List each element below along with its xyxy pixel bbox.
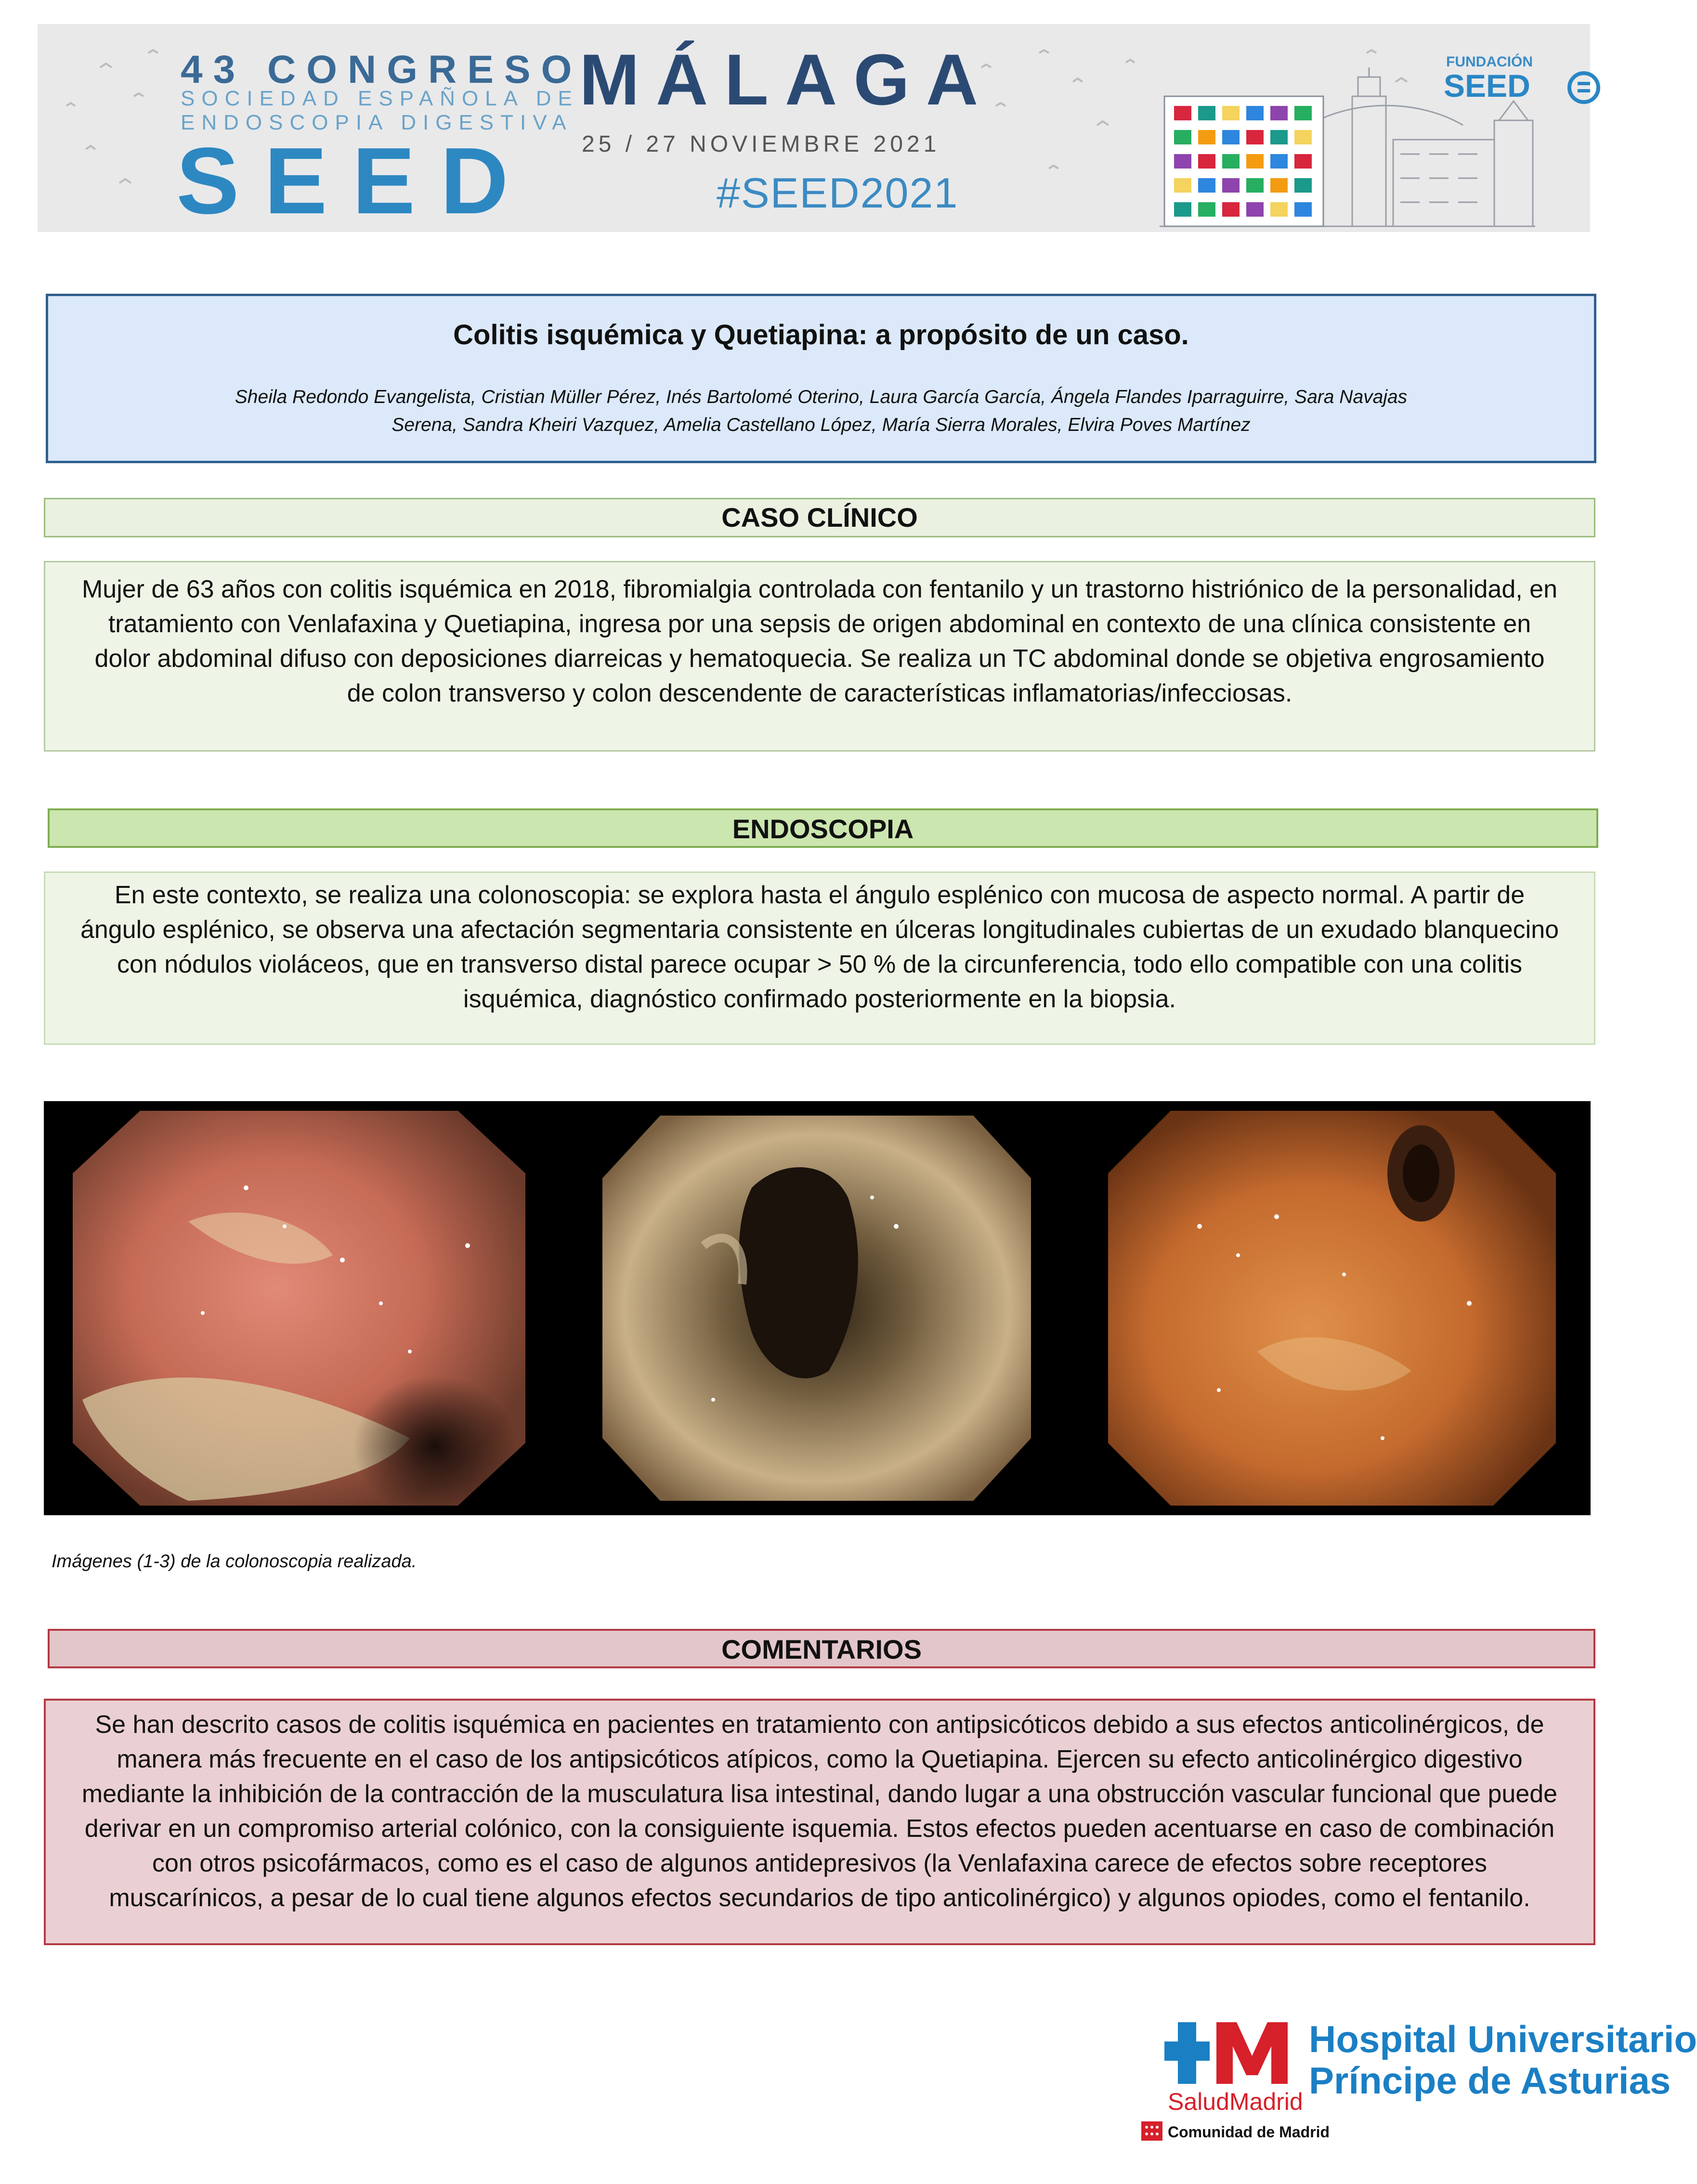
comentarios-heading: COMENTARIOS	[48, 1629, 1595, 1668]
images-caption: Imágenes (1-3) de la colonoscopia realizada.	[52, 1551, 417, 1572]
caso-clinico-text: Mujer de 63 años con colitis isquémica en 2018, fibromialgia controlada con fentanilo y un trastorno histriónico de la personalidad, en tratamiento con Venlafaxina y Quetiapina, ingresa por una sepsis de origen abdominal en contexto de una clínica consistente en dolor abdominal difuso con deposiciones diarreicas y hematoquecia. Se realiza un TC abdominal donde se objetiva engrosamiento de colon transverso y colon descendente de características inflamatorias/infecciosas.	[44, 561, 1595, 752]
colonoscopy-image-3	[1074, 1101, 1591, 1515]
hospital-name-line2: Príncipe de Asturias	[1309, 2059, 1671, 2102]
caso-clinico-heading: CASO CLÍNICO	[44, 498, 1595, 537]
poster-title: Colitis isquémica y Quetiapina: a propósito de un caso.	[453, 319, 1189, 351]
congress-city: MÁLAGA	[579, 39, 995, 120]
comunidad-madrid-label: Comunidad de Madrid	[1168, 2123, 1330, 2141]
salud-madrid-logo-icon	[1164, 2017, 1304, 2090]
foundation-logo-icon	[1567, 67, 1601, 106]
congress-dates: 25 / 27 NOVIEMBRE 2021	[582, 131, 940, 157]
foundation-label: FUNDACIÓN	[1446, 54, 1533, 70]
congress-number: 43 CONGRESO	[181, 48, 583, 91]
authors-list: Sheila Redondo Evangelista, Cristian Müller Pérez, Inés Bartolomé Oterino, Laura García García, Ángela Flandes Iparraguirre, Sara Navajas Serena, Sandra Kheiri Vazquez, Amelia Castellano López, María Sierra Morales, Elvira Poves Martínez	[235, 387, 1408, 435]
colonoscopy-image-1	[44, 1101, 559, 1515]
hospital-name-line1: Hospital Universitario	[1309, 2018, 1697, 2060]
comunidad-madrid-flag-icon	[1141, 2121, 1162, 2141]
comentarios-text: Se han descrito casos de colitis isquémica en pacientes en tratamiento con antipsicóticos debido a sus efectos anticolinérgicos, de manera más frecuente en el caso de los antipsicóticos atípicos, como la Quetiapina. Ejercen su efecto anticolinérgico digestivo mediante la inhibición de la contracción de la musculatura lisa intestinal, dando lugar a una obstrucción vascular funcional que puede derivar en un compromiso arterial colónico, con la consiguiente isquemia. Estos efectos pueden acentuarse en caso de combinación con otros psicofármacos, como es el caso de algunos antidepresivos (la Venlafaxina carece de efectos sobre receptores muscarínicos, a pesar de lo cual tiene algunos efectos secundarios de tipo anticolinérgico) y algunos opiodes, como el fentanilo.	[44, 1699, 1595, 1945]
society-name-line1: SOCIEDAD ESPAÑOLA DE	[181, 87, 579, 110]
congress-banner	[38, 24, 1590, 232]
society-name-line2: ENDOSCOPIA DIGESTIVA	[181, 111, 573, 134]
colonoscopy-image-2	[559, 1101, 1074, 1515]
congress-hashtag: #SEED2021	[717, 169, 959, 217]
salud-madrid-label: SaludMadrid	[1168, 2088, 1303, 2115]
endoscopia-text: En este contexto, se realiza una colonoscopia: se explora hasta el ángulo esplénico con mucosa de aspecto normal. A partir de ángulo esplénico, se observa una afectación segmentaria consistente en úlceras longitudinales cubiertas de un exudado blanquecino con nódulos violáceos, que en transverso distal parece ocupar > 50 % de la circunferencia, todo ello compatible con una colitis isquémica, diagnóstico confirmado posteriormente en la biopsia.	[44, 871, 1595, 1045]
foundation-name: SEED	[1444, 68, 1530, 104]
seed-logo-text: SEED	[176, 128, 534, 234]
endoscopia-heading: ENDOSCOPIA	[48, 808, 1598, 848]
colonoscopy-image-strip	[44, 1101, 1591, 1515]
